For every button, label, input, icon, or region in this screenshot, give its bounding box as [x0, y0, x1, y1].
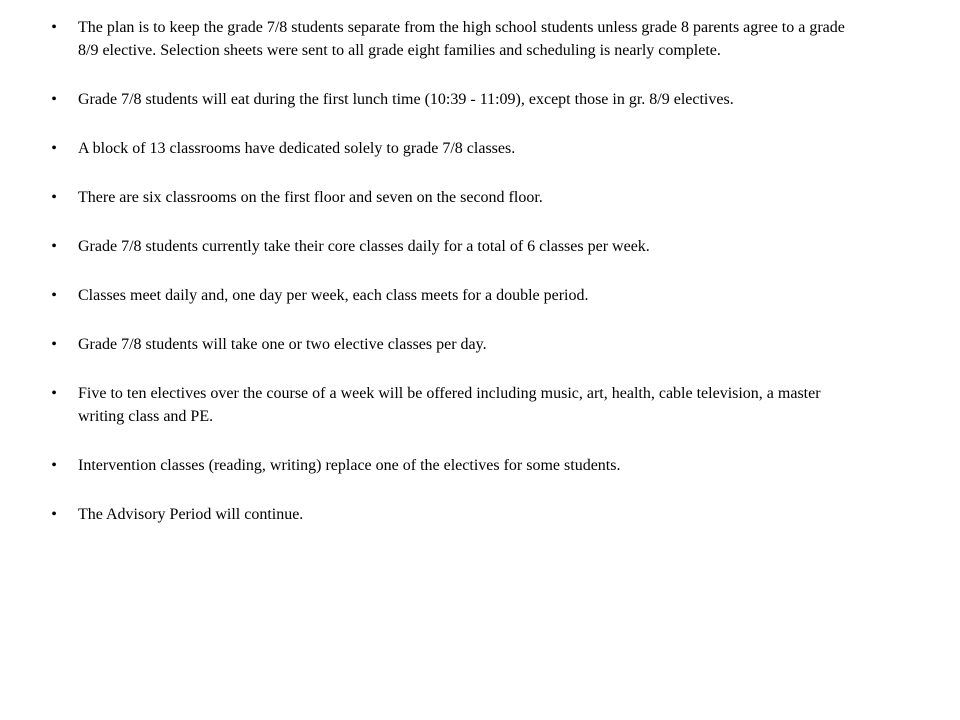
bullet-text: The plan is to keep the grade 7/8 students separate from the high school students unless grade 8 parents agree to a grade 8/9 elective. Selection sheets were sent to all grade eight families and scheduling is nearly complete.: [78, 19, 845, 59]
bullet-icon: •: [51, 189, 57, 206]
bullet-item-core-classes: [46, 235, 856, 258]
bullet-icon: •: [51, 140, 57, 157]
bullet-icon: •: [51, 19, 57, 36]
bullet-icon: •: [51, 91, 57, 108]
bullet-icon: •: [51, 457, 57, 474]
bullet-text: Grade 7/8 students will take one or two elective classes per day.: [78, 336, 487, 353]
bullet-icon: •: [51, 385, 57, 402]
bullet-item-classroom-floors: [46, 186, 856, 209]
bullet-text: There are six classrooms on the first floor and seven on the second floor.: [78, 189, 543, 206]
bullet-icon: •: [51, 238, 57, 255]
bullet-item-advisory-period: [46, 503, 856, 526]
bullet-item-electives-offered: [46, 382, 856, 428]
bullet-text: Classes meet daily and, one day per week, each class meets for a double period.: [78, 287, 589, 304]
bullet-icon: •: [51, 506, 57, 523]
bullet-item-intervention-classes: [46, 454, 856, 477]
bullet-text: A block of 13 classrooms have dedicated solely to grade 7/8 classes.: [78, 140, 516, 157]
bullet-item-elective-classes: [46, 333, 856, 356]
bullet-text: Grade 7/8 students currently take their core classes daily for a total of 6 classes per week.: [78, 238, 650, 255]
bullet-text: Grade 7/8 students will eat during the first lunch time (10:39 - 11:09), except those in gr. 8/9 electives.: [78, 91, 734, 108]
bullet-item-grade-separation: [46, 16, 856, 62]
bullet-icon: •: [51, 287, 57, 304]
bullet-text: The Advisory Period will continue.: [78, 506, 304, 523]
bullet-text: Intervention classes (reading, writing) replace one of the electives for some students.: [78, 457, 621, 474]
bullet-item-classroom-block: [46, 137, 856, 160]
bullet-item-double-period: [46, 284, 856, 307]
bullet-icon: •: [51, 336, 57, 353]
bullet-text: Five to ten electives over the course of a week will be offered including music, art, health, cable television, a master writing class and PE.: [78, 385, 821, 425]
bullet-item-lunch-time: [46, 88, 856, 111]
bullet-list: [46, 16, 856, 552]
